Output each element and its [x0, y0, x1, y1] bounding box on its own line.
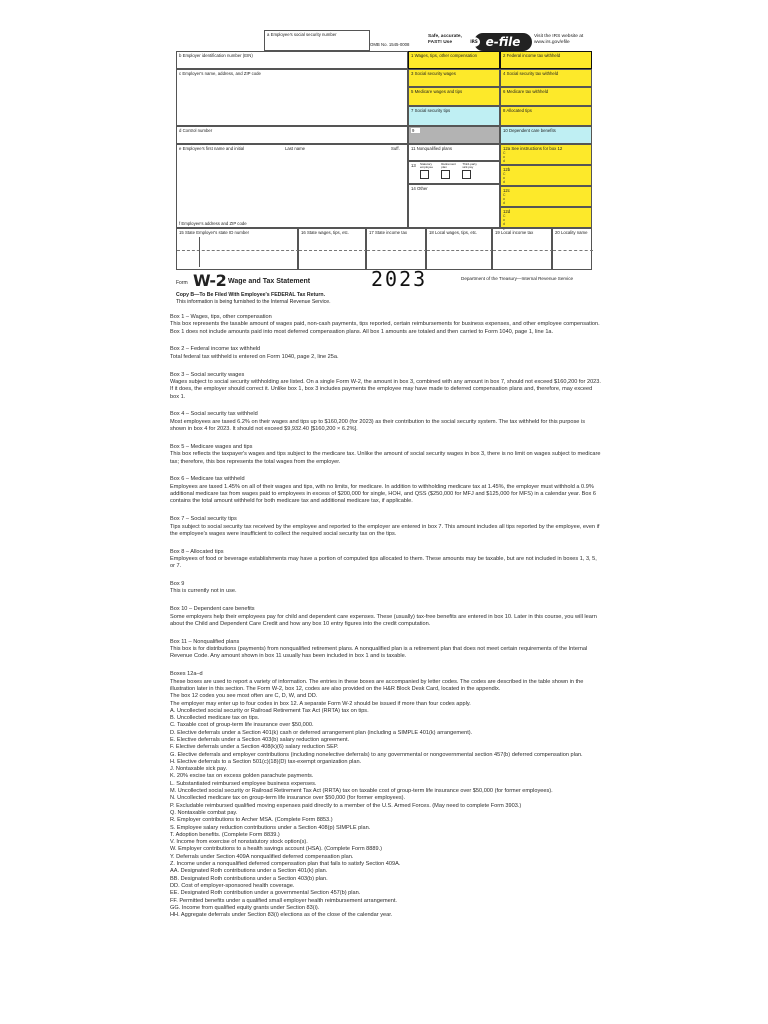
box12-code-item: Z. Income under a nonqualified deferred compensation plan that fails to satisfy Section 409A. — [170, 861, 401, 868]
section-heading: Box 1 – Wages, tips, other compensation — [170, 314, 272, 320]
box-14-other[interactable] — [408, 184, 500, 228]
box-e-label: e Employee's first name and initial — [179, 146, 245, 151]
box-3-label: 3 Social security wages — [411, 71, 456, 76]
section-heading: Box 10 – Dependent care benefits — [170, 606, 255, 613]
section-body: This box represents the taxable amount of wages paid, non-cash payments, tips reported, certain reimbursements for business expenses, and other employee compensation. Box 1 does not include amounts paid into most deferred compensation plans. All box 1 amounts are totaled and then carried to Form 1040, page 1, line 1a. — [170, 321, 600, 335]
box12-code-item: V. Income from exercise of nonstatutory stock option(s). — [170, 839, 308, 846]
box-7-ss-tips[interactable] — [408, 106, 500, 126]
box-18-label: 18 Local wages, tips, etc. — [429, 230, 478, 235]
box12-code-item: BB. Designated Roth contributions under a Section 403(b) plan. — [170, 875, 328, 882]
box12-code-item: DD. Cost of employer-sponsored health coverage. — [170, 882, 295, 889]
box12-code-item: C. Taxable cost of group-term life insurance over $50,000. — [170, 722, 314, 729]
section-heading: Box 9 — [170, 581, 185, 588]
box12-code-item: H. Elective deferrals to a Section 501(c)(18)(D) tax-exempt organization plan. — [170, 758, 362, 765]
box-15-label: 15 State Employer's state ID number — [179, 230, 250, 235]
box-19-local-tax[interactable] — [492, 228, 552, 270]
box12-code-item: AA. Designated Roth contributions under a Section 401(k) plan. — [170, 868, 328, 875]
box-12d-label: 12d — [503, 209, 511, 214]
section-body: Most employees are taxed 6.2% on their wages and tips up to $160,200 (for 2023) as their contribution to the social security system. The tax withheld for this purpose is shown in box 4 for 2023. It should not exceed $9,932.40 [$160,200 × 6.2%]. — [170, 418, 585, 433]
box-13-sickpay — [462, 163, 480, 179]
boxes12-intro-1: These boxes are used to report a variety of information. The entries in these boxes are accompanied by letter codes. The codes are described in the table shown in the illustration later in this section. The Form W-2, box 12, codes are also provided on the H&R Block Desk Card, located in the appendix. — [170, 678, 584, 692]
box12-code-item: G. Elective deferrals and employer contributions (including nonelective deferrals) to any governmental or nongovernmental section 457(b) deferred compensation plan. — [170, 751, 583, 758]
box-a-label: a Employee's social security number — [267, 32, 337, 37]
box12-code-item: K. 20% excise tax on excess golden parachute payments. — [170, 773, 314, 780]
efile-text: e-file — [485, 35, 521, 49]
box-11-nonqualified[interactable] — [408, 144, 500, 161]
safe-line-1: Safe, accurate, — [428, 34, 462, 39]
section-boxes-12 — [170, 671, 602, 919]
box-12c-label: 12c — [503, 188, 510, 193]
boxes12-intro-2: The box 12 codes you see most often are C, D, W, and DD. — [170, 693, 318, 700]
visit-line-2: www.irs.gov/efile — [534, 40, 570, 45]
section-box-6 — [170, 476, 602, 505]
box-13-checkboxes — [408, 161, 500, 184]
box12-code-item: N. Uncollected medicare tax on group-term life insurance over $50,000 (for former employees). — [170, 795, 406, 802]
box-d-label: d Control number — [179, 128, 213, 133]
box12-code-item: R. Employer contributions to Archer MSA. (Complete Form 8853.) — [170, 817, 333, 824]
box-2-federal-tax[interactable] — [500, 51, 592, 69]
section-body: Wages subject to social security withholding are listed. On a single Form W-2, the amount in box 3, combined with any amount in box 7, should not exceed $160,200 for 2023. If it does, the employer should correct it. Unlike box 1, box 3 includes payments the employee may have made to deferred compensation plans and, therefore, may exceed box 1. — [170, 378, 601, 400]
box-12c[interactable] — [500, 186, 592, 207]
box-9 — [408, 126, 500, 144]
box12-code-item: T. Adoption benefits. (Complete Form 8839.) — [170, 831, 280, 838]
box-d-control[interactable] — [176, 126, 408, 144]
omb-number: OMB No. 1545-0008 — [370, 42, 410, 47]
statutory-label: Statutory employee — [419, 162, 433, 170]
copy-b-subtext: This information is being furnished to the Internal Revenue Service. — [176, 299, 331, 305]
copy-b-text: Copy B—To Be Filed With Employee's FEDERAL Tax Return. — [176, 292, 326, 298]
box-b-ein[interactable] — [176, 51, 408, 69]
box-12b-code-letters: C o d — [503, 172, 506, 185]
section-heading: Box 7 – Social security tips — [170, 516, 237, 523]
box-12a-label: 12a See instructions for box 12 — [503, 146, 563, 151]
box-12c-code-letters: C o d — [503, 193, 506, 206]
efile-logo — [470, 33, 532, 51]
box-1-label: 1 Wages, tips, other compensation — [411, 53, 477, 58]
box-2-label: 2 Federal income tax withheld — [503, 53, 561, 58]
box-17-state-tax[interactable] — [366, 228, 426, 270]
section-body: This box is for distributions (payments) from nonqualified retirement plans. A nonqualified plan is a retirement plan that does not meet certain requirements of the Internal Revenue Code. Any amount shown in box 11 usually has been included in box 1 and is taxable. — [170, 646, 588, 660]
box12-code-item: J. Nontaxable sick pay. — [170, 766, 228, 773]
section-box-9 — [170, 581, 602, 596]
box-12d[interactable] — [500, 207, 592, 231]
box-8-allocated-tips[interactable] — [500, 106, 592, 126]
box12-code-item: A. Uncollected social security or Railroad Retirement Tax Act (RRTA) tax on tips. — [170, 707, 369, 714]
box-12b[interactable] — [500, 165, 592, 186]
box12-code-item: F. Elective deferrals under a Section 408(k)(6) salary reduction SEP. — [170, 744, 339, 751]
section-box-11 — [170, 639, 602, 661]
section-heading: Box 4 – Social security tax withheld — [170, 411, 258, 418]
box-9-label: 9 — [411, 128, 420, 133]
retirement-label: Retirement plan — [441, 162, 456, 170]
safe-line-2: FAST! Use — [428, 40, 452, 45]
box-f-address[interactable] — [176, 220, 408, 228]
treasury-dept-text: Department of the Treasury—Internal Revenue Service — [461, 276, 574, 281]
box-20-locality[interactable] — [552, 228, 592, 270]
box-6-label: 6 Medicare tax withheld — [503, 89, 549, 94]
box-18-local-wages[interactable] — [426, 228, 492, 270]
sickpay-checkbox[interactable] — [462, 170, 471, 179]
w2-title-big: W-2 — [193, 271, 227, 290]
box-12a-code-letters: C o d — [503, 151, 506, 164]
w2-form — [176, 30, 592, 270]
box-20-label: 20 Locality name — [555, 230, 588, 235]
section-heading: Box 2 – Federal income tax withheld — [170, 346, 261, 353]
box-6-medicare-tax[interactable] — [500, 87, 592, 106]
box-13-retirement — [441, 163, 459, 179]
box12-code-item: L. Substantiated reimbursed employee business expenses. — [170, 780, 317, 787]
suffix-label: Suff. — [391, 146, 400, 151]
w2-form-footer — [176, 267, 592, 311]
box-c-label: c Employer's name, address, and ZIP code — [179, 71, 261, 76]
box-1-wages[interactable] — [408, 51, 500, 69]
section-box-8 — [170, 549, 602, 571]
statutory-checkbox[interactable] — [420, 170, 429, 179]
safe-accurate-text — [428, 34, 462, 46]
section-body: Employees are taxed 1.45% on all of their wages and tips, with no limits, for medicare. In addition to withholding medicare tax at 1.45%, the employer must withhold a 0.9% additional medicare tax from wages paid to employees in excess of $200,000 for single, HOH, and QSS ($250,000 for MFJ and $125,000 for MFS) in a calendar year. Box 6 contains the total amount withheld for both medicare tax and additional medicare tax, if applicable. — [170, 483, 596, 505]
box12-code-item: Q. Nontaxable combat pay. — [170, 809, 238, 816]
box12-code-item: HH. Aggregate deferrals under Section 83(i) elections as of the close of the calendar year. — [170, 912, 393, 919]
section-heading: Box 11 – Nonqualified plans — [170, 638, 240, 645]
section-body: Some employers help their employees pay for child and dependent care expenses. These (usually) tax-free benefits are entered in box 10. Later in this course, you will learn about the Child and Dependent Care Credit and how any box 10 entry figures into the credit computation. — [170, 613, 597, 627]
irs-badge: IRS — [468, 37, 480, 47]
retirement-checkbox[interactable] — [441, 170, 450, 179]
box-5-label: 5 Medicare wages and tips — [411, 89, 463, 94]
section-box-5 — [170, 444, 602, 466]
box-8-label: 8 Allocated tips — [503, 108, 532, 113]
box-16-label: 16 State wages, tips, etc. — [301, 230, 350, 235]
section-body: This box reflects the taxpayer's wages and tips subject to the medicare tax. Unlike the amount of social security wages in box 3, there is no limit on wages subject to medicare tax; therefore, this box represents the total wages from the employer. — [170, 451, 601, 465]
section-body: Tips subject to social security tax received by the employee and reported to the employer are entered in box 7. This amount includes all tips reported by the employee, even if the employee's wages were insufficient to collect the required social security tax on the tips. — [170, 523, 600, 537]
box12-code-item: GG. Income from qualified equity grants under Section 83(i). — [170, 904, 320, 911]
box12-code-item: S. Employee salary reduction contributions under a Section 408(p) SIMPLE plan. — [170, 824, 371, 831]
box-e-employee-name[interactable] — [176, 144, 408, 228]
box12-code-item: W. Employer contributions to a health savings account (HSA). (Complete Form 8889.) — [170, 846, 383, 853]
box12-code-item: FF. Permitted benefits under a qualified small employer health reimbursement arrangement. — [170, 897, 397, 904]
box-b-label: b Employer identification number (EIN) — [179, 53, 253, 58]
box12-code-item: Y. Deferrals under Section 409A nonqualified deferred compensation plan. — [170, 853, 354, 860]
section-body: Total federal tax withheld is entered on Form 1040, page 2, line 25a. — [170, 353, 339, 360]
section-heading: Boxes 12a–d — [170, 671, 203, 678]
sickpay-label: Third-party sick pay — [462, 162, 477, 170]
box-15-state[interactable] — [176, 228, 298, 270]
box-10-label: 10 Dependent care benefits — [503, 128, 556, 133]
last-name-label: Last name — [285, 146, 306, 151]
box12-code-item: P. Excludable reimbursed qualified moving expenses paid directly to a member of the U.S. Armed Forces. (May need to complete Form 3903.) — [170, 802, 522, 809]
section-heading: Box 6 – Medicare tax withheld — [170, 476, 245, 483]
box-c-employer[interactable] — [176, 69, 408, 126]
section-heading: Box 5 – Medicare wages and tips — [170, 443, 253, 450]
section-box-10 — [170, 606, 602, 628]
box-5-medicare-wages[interactable] — [408, 87, 500, 106]
box-19-label: 19 Local income tax — [495, 230, 534, 235]
section-heading: Box 8 – Allocated tips — [170, 548, 224, 555]
visit-irs-text — [534, 34, 583, 46]
box12-code-item: B. Uncollected medicare tax on tips. — [170, 715, 260, 722]
section-box-1 — [170, 314, 602, 336]
section-box-3 — [170, 372, 602, 401]
box-13-statutory — [420, 163, 438, 179]
box12-code-item: D. Elective deferrals under a Section 401(k) cash or deferred arrangement plan (including a SIMPLE 401(k) arrangement). — [170, 729, 473, 736]
box-13-label: 13 — [411, 163, 416, 168]
box-16-state-wages[interactable] — [298, 228, 366, 270]
box-f-label: f Employee's address and ZIP code — [179, 221, 247, 226]
box-3-ss-wages[interactable] — [408, 69, 500, 87]
box12-code-item: E. Elective deferrals under a Section 403(b) salary reduction agreement. — [170, 737, 350, 743]
box-explanations — [170, 314, 602, 919]
section-box-2 — [170, 346, 602, 361]
box12-code-item: M. Uncollected social security or Railroad Retirement Tax Act (RRTA) tax on taxable cost of group-term life insurance over $50,000 (for former employees). — [170, 788, 553, 795]
box-12d-code-letters: C o d e — [503, 214, 506, 231]
box-14-label: 14 Other — [411, 186, 428, 191]
box-12b-label: 12b — [503, 167, 511, 172]
box-10-dependent-care[interactable] — [500, 126, 592, 144]
box-7-label: 7 Social security tips — [411, 108, 451, 113]
box-17-label: 17 State income tax — [369, 230, 407, 235]
box12-code-item: EE. Designated Roth contribution under a governmental Section 457(b) plan. — [170, 890, 361, 897]
wage-tax-statement-title: Wage and Tax Statement — [228, 278, 311, 285]
box-4-ss-tax[interactable] — [500, 69, 592, 87]
box-11-label: 11 Nonqualified plans — [411, 146, 453, 151]
section-body: Employees of food or beverage establishments may have a portion of computed tips allocated to them. These amounts may be taxable, but are not included in boxes 1, 3, 5, or 7. — [170, 555, 597, 570]
section-box-4 — [170, 411, 602, 433]
box-4-label: 4 Social security tax withheld — [503, 71, 559, 76]
box-12a[interactable] — [500, 144, 592, 165]
boxes12-intro-3: The employer may enter up to four codes in box 12. A separate Form W-2 should be issued if more than four codes apply. — [170, 700, 471, 707]
form-word: Form — [176, 280, 188, 286]
section-heading: Box 3 – Social security wages — [170, 371, 245, 378]
section-body: This is currently not in use. — [170, 588, 237, 595]
tax-year: 2023 — [371, 267, 428, 291]
visit-line-1: Visit the IRS website at — [534, 34, 584, 39]
box-a-ssn[interactable] — [264, 30, 370, 51]
section-box-7 — [170, 516, 602, 538]
box12-code-list — [170, 708, 602, 920]
